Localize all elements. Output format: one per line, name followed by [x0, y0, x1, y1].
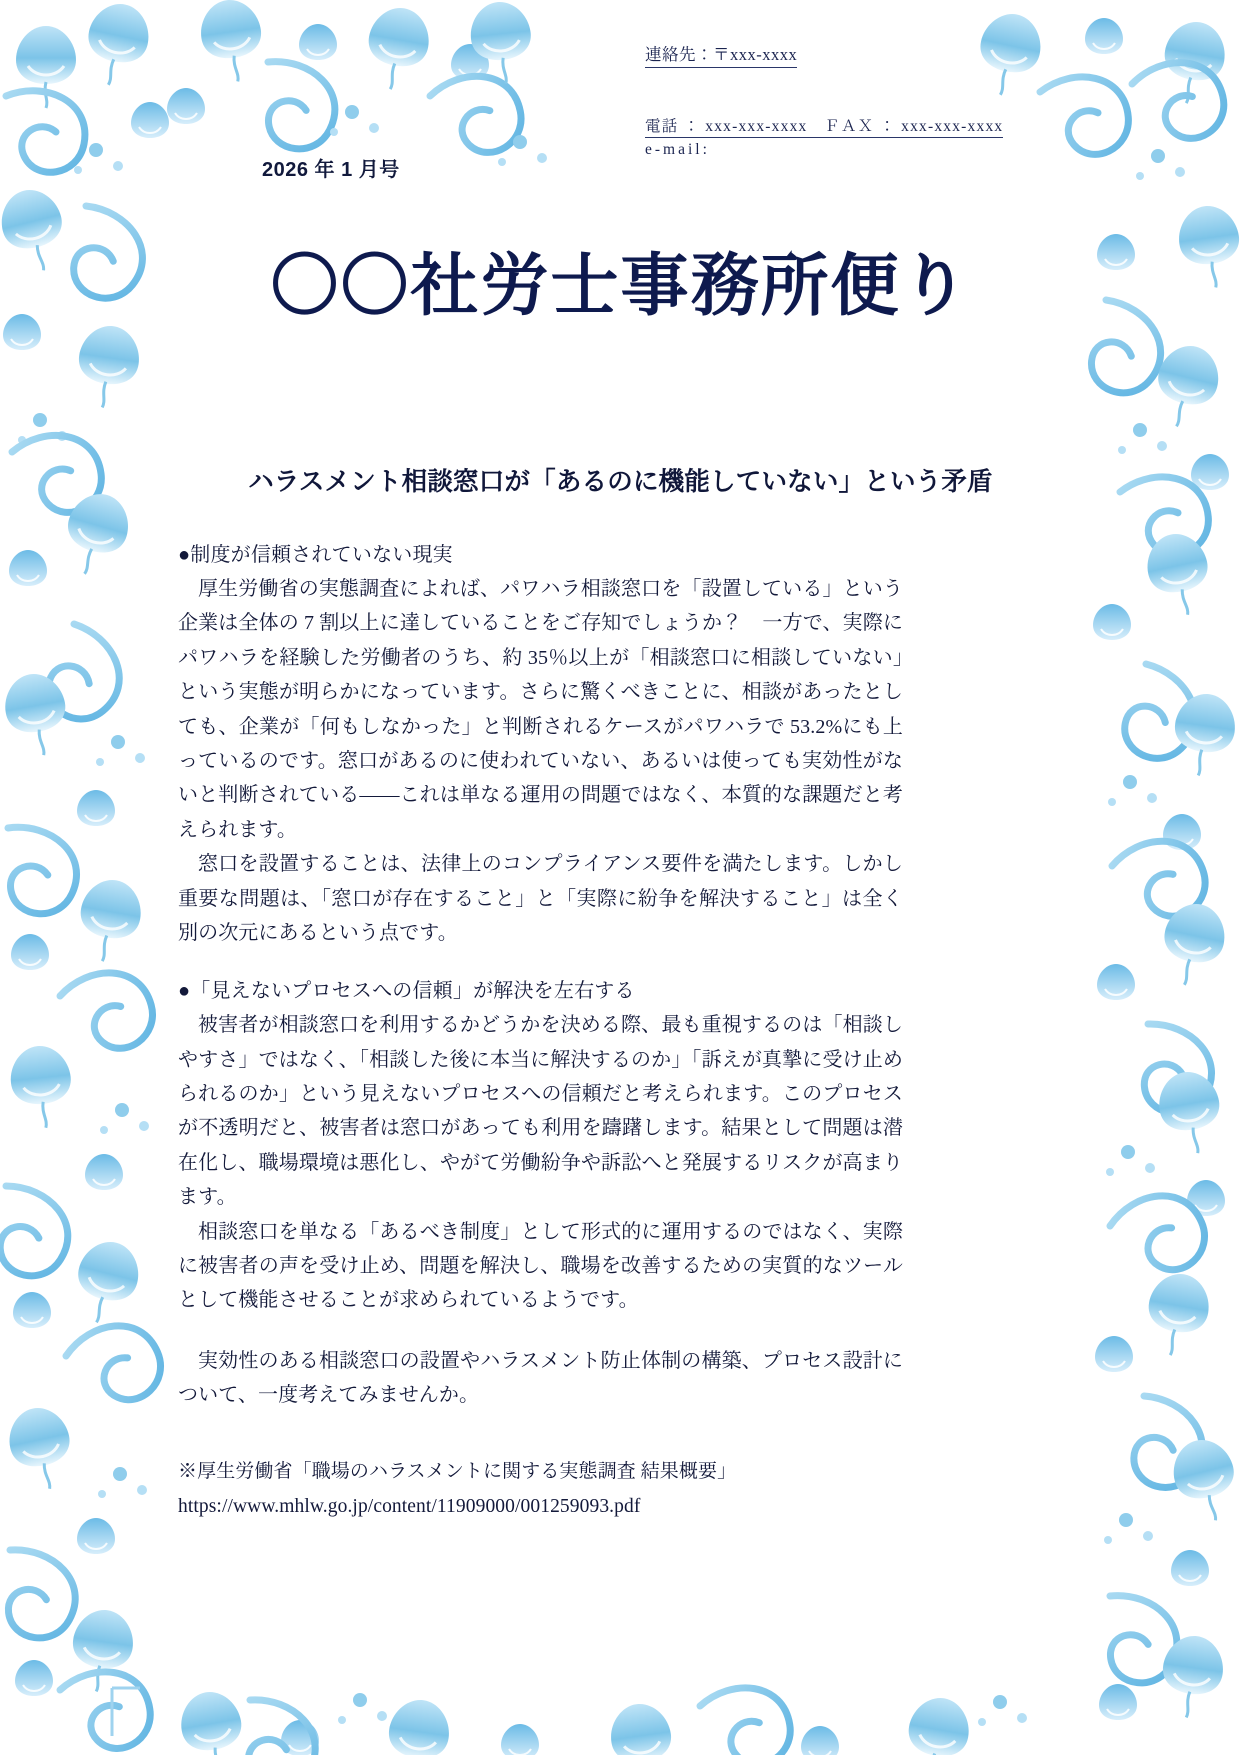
- source-note: ※厚生労働省「職場のハラスメントに関する実態調査 結果概要」: [178, 1460, 737, 1482]
- article-body: [178, 540, 903, 1522]
- closing-paragraph: 実効性のある相談窓口の設置やハラスメント防止体制の構築、プロセス設計について、一度考えてみませんか。: [178, 1349, 903, 1407]
- contact-phone-fax: 電話 ： xxx-xxx-xxxx ＦＡＸ ： xxx-xxx-xxxx: [645, 114, 1003, 138]
- contact-block: [645, 45, 1065, 159]
- page-title: 〇〇社労士事務所便り: [270, 248, 971, 324]
- section-2-heading: ●「見えないプロセスへの信頼」が解決を左右する: [178, 980, 635, 1003]
- contact-postal: 連絡先：〒xxx-xxxx: [645, 45, 797, 68]
- section-2-paragraph-2: 相談窓口を単なる「あるべき制度」として形式的に運用するのではなく、実際に被害者の声を受け止め、問題を解決し、職場を改善するための実質的なツールとして機能させることが求められているようです。: [178, 1220, 903, 1312]
- article-headline: ハラスメント相談窓口が「あるのに機能していない」という矛盾: [248, 468, 993, 496]
- section-1-paragraph-1: 厚生労働省の実態調査によれば、パワハラ相談窓口を「設置している」という企業は全体の 7 割以上に達していることをご存知でしょうか？ 一方で、実際にパワハラを経験した労働者のうち、約 35％以上が「相談窓口に相談していない」という実態が明らかになっています。さらに驚くべきことに、相談があったとしても、企業が「何もしなかった」と判断されるケースがパワハラで 53.2%にも上っているのです。窓口があるのに使われていない、あるいは使っても実効性がないと判断されている——これは単なる運用の問題ではなく、本質的な課題だと考えられます。: [178, 578, 903, 841]
- section-2-paragraph-1: 被害者が相談窓口を利用するかどうかを決める際、最も重視するのは「相談しやすさ」ではなく、「相談した後に本当に解決するのか」「訴えが真摯に受け止められるのか」という見えないプロセスへの信頼だと考えられます。このプロセスが不透明だと、被害者は窓口があっても利用を躊躇します。結果として問題は潜在化し、職場環境は悪化し、やがて労働紛争や訴訟へと発展するリスクが高まります。: [178, 1014, 903, 1209]
- issue-label: 2026 年 1 月号: [262, 159, 400, 181]
- section-1-paragraph-2: 窓口を設置することは、法律上のコンプライアンス要件を満たします。しかし重要な問題は、「窓口が存在すること」と「実際に紛争を解決すること」は全く別の次元にあるという点です。: [178, 853, 903, 944]
- section-1-heading: ●制度が信頼されていない現実: [178, 544, 453, 566]
- source-url[interactable]: https://www.mhlw.go.jp/content/11909000/001259093.pdf: [178, 1495, 641, 1517]
- contact-email: e-mail:: [645, 140, 710, 158]
